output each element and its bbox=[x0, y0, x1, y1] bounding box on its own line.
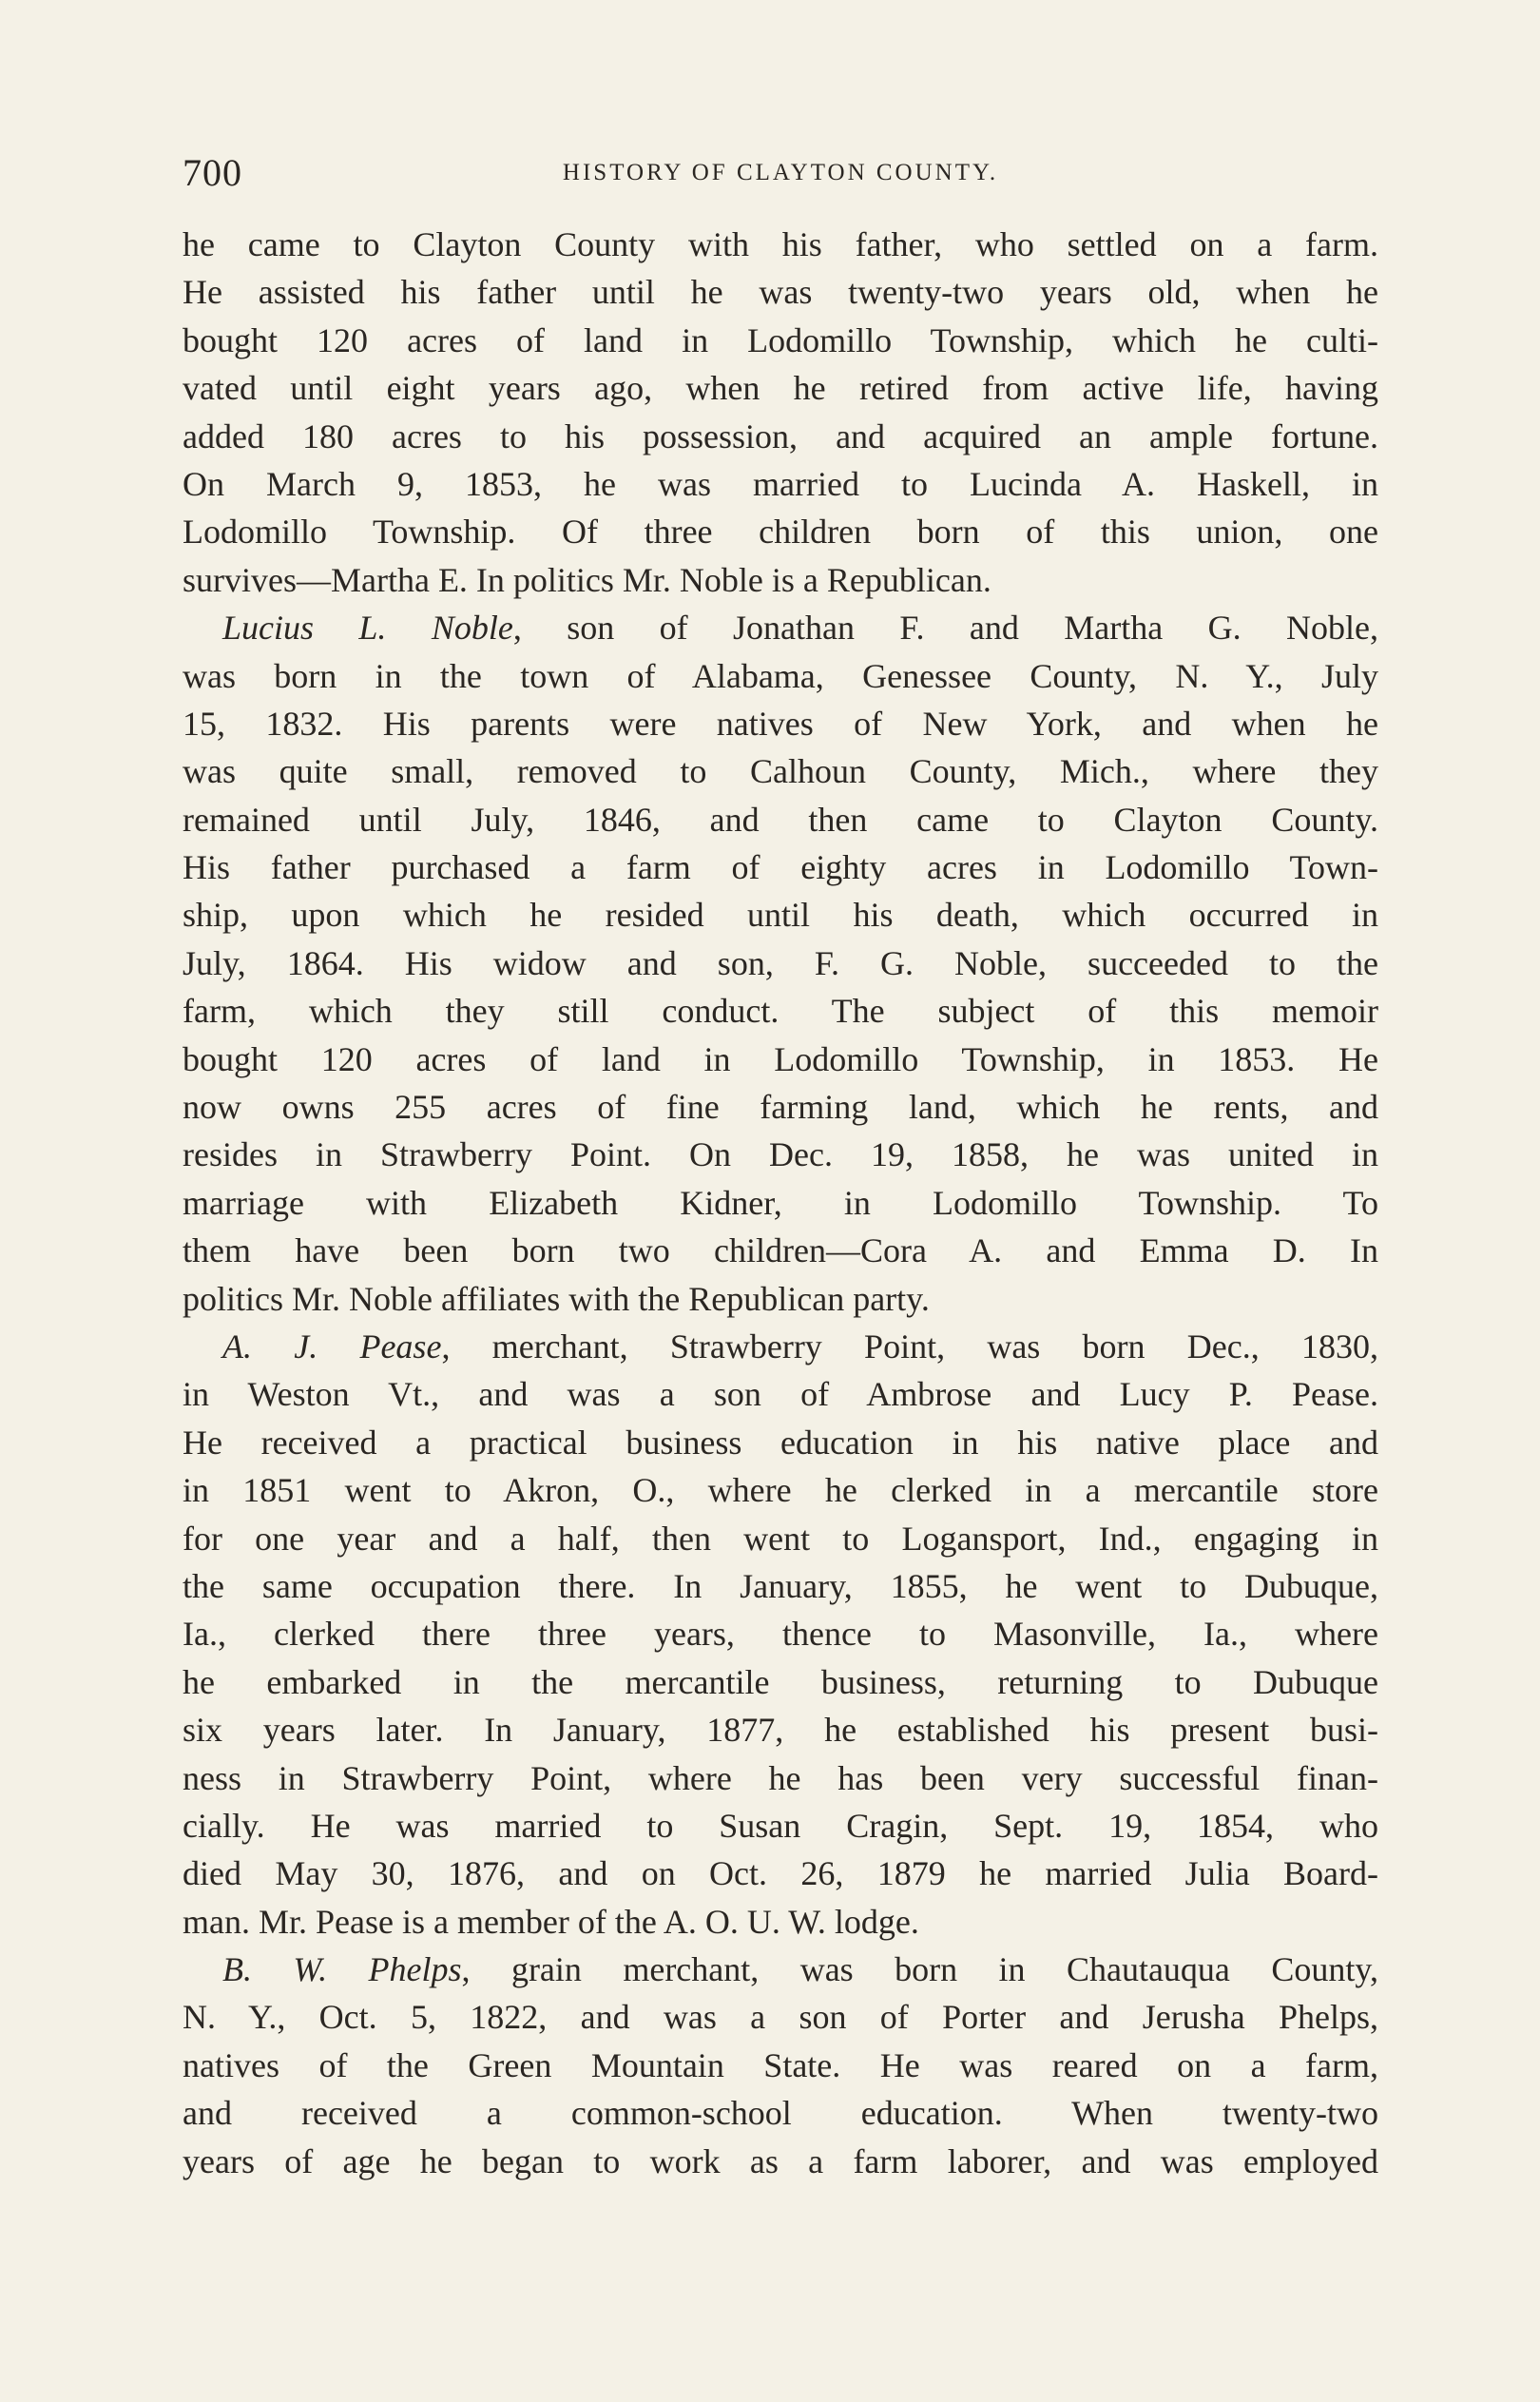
text-line: added 180 acres to his possession, and acquired an ample fortune. bbox=[183, 416, 1378, 455]
text-run: , merchant, Strawberry Point, was born Dec., 1830, bbox=[441, 1327, 1379, 1366]
text-line: in Weston Vt., and was a son of Ambrose and Lucy P. Pease. bbox=[183, 1375, 1378, 1414]
paragraph-start-line bbox=[183, 604, 1378, 651]
text-line: died May 30, 1876, and on Oct. 26, 1879 he married Julia Board- bbox=[183, 1854, 1378, 1893]
text-line: bought 120 acres of land in Lodomillo Township, which he culti- bbox=[183, 320, 1378, 359]
text-line: now owns 255 acres of fine farming land, which he rents, and bbox=[183, 1088, 1378, 1127]
text-line: survives—Martha E. In politics Mr. Noble is a Republican. bbox=[183, 560, 991, 599]
page-number: 700 bbox=[183, 151, 242, 194]
text-line: marriage with Elizabeth Kidner, in Lodomillo Township. To bbox=[183, 1183, 1378, 1222]
text-line: On March 9, 1853, he was married to Lucinda A. Haskell, in bbox=[183, 464, 1378, 503]
body-text bbox=[183, 221, 1378, 2185]
biography-name: A. J. Pease bbox=[222, 1327, 442, 1366]
text-line: politics Mr. Noble affiliates with the Republican party. bbox=[183, 1279, 930, 1318]
biography-name: Lucius L. Noble bbox=[222, 609, 513, 648]
text-line: ship, upon which he resided until his death, which occurred in bbox=[183, 896, 1378, 935]
text-line: and received a common-school education. When twenty-two bbox=[183, 2094, 1378, 2133]
text-line: He received a practical business education in his native place and bbox=[183, 1423, 1378, 1462]
text-line: for one year and a half, then went to Logansport, Ind., engaging in bbox=[183, 1519, 1378, 1558]
text-line: cially. He was married to Susan Cragin, Sept. 19, 1854, who bbox=[183, 1806, 1378, 1845]
text-run: , grain merchant, was born in Chautauqua County, bbox=[461, 1950, 1379, 1989]
text-line: His father purchased a farm of eighty acres in Lodomillo Town- bbox=[183, 848, 1378, 887]
biography-name: B. W. Phelps bbox=[222, 1950, 462, 1989]
paragraph-start-line bbox=[183, 1946, 1378, 1993]
text-line: in 1851 went to Akron, O., where he clerked in a mercantile store bbox=[183, 1471, 1378, 1510]
text-line: vated until eight years ago, when he retired from active life, having bbox=[183, 369, 1378, 408]
running-head: HISTORY OF CLAYTON COUNTY. bbox=[562, 160, 999, 185]
text-line: the same occupation there. In January, 1855, he went to Dubuque, bbox=[183, 1566, 1378, 1605]
text-line: Ia., clerked there three years, thence to Masonville, Ia., where bbox=[183, 1615, 1378, 1654]
text-line: July, 1864. His widow and son, F. G. Noble, succeeded to the bbox=[183, 943, 1378, 982]
text-line: natives of the Green Mountain State. He was reared on a farm, bbox=[183, 2045, 1378, 2084]
text-line: bought 120 acres of land in Lodomillo Township, in 1853. He bbox=[183, 1039, 1378, 1078]
text-line: resides in Strawberry Point. On Dec. 19, 1858, he was united in bbox=[183, 1135, 1378, 1174]
text-run: , son of Jonathan F. and Martha G. Noble, bbox=[512, 609, 1378, 648]
text-line: Lodomillo Township. Of three children born of this union, one bbox=[183, 513, 1378, 552]
text-line: years of age he began to work as a farm laborer, and was employed bbox=[183, 2141, 1378, 2180]
text-line: man. Mr. Pease is a member of the A. O. U. W. lodge. bbox=[183, 1902, 919, 1941]
text-line: He assisted his father until he was twenty-two years old, when he bbox=[183, 273, 1378, 312]
paragraph-start-line bbox=[183, 1323, 1378, 1370]
text-line: N. Y., Oct. 5, 1822, and was a son of Porter and Jerusha Phelps, bbox=[183, 1998, 1378, 2037]
text-line: farm, which they still conduct. The subject of this memoir bbox=[183, 992, 1378, 1031]
text-line: six years later. In January, 1877, he established his present busi- bbox=[183, 1711, 1378, 1750]
text-line: ness in Strawberry Point, where he has been very successful finan- bbox=[183, 1758, 1378, 1797]
text-line: he embarked in the mercantile business, returning to Dubuque bbox=[183, 1662, 1378, 1701]
text-line: was born in the town of Alabama, Genessee County, N. Y., July bbox=[183, 656, 1378, 695]
text-line: he came to Clayton County with his father, who settled on a farm. bbox=[183, 225, 1378, 263]
text-line: was quite small, removed to Calhoun County, Mich., where they bbox=[183, 752, 1378, 791]
text-line: remained until July, 1846, and then came to Clayton County. bbox=[183, 800, 1378, 839]
text-line: them have been born two children—Cora A. and Emma D. In bbox=[183, 1231, 1378, 1270]
page-header bbox=[183, 150, 1378, 198]
text-line: 15, 1832. His parents were natives of New York, and when he bbox=[183, 704, 1378, 743]
